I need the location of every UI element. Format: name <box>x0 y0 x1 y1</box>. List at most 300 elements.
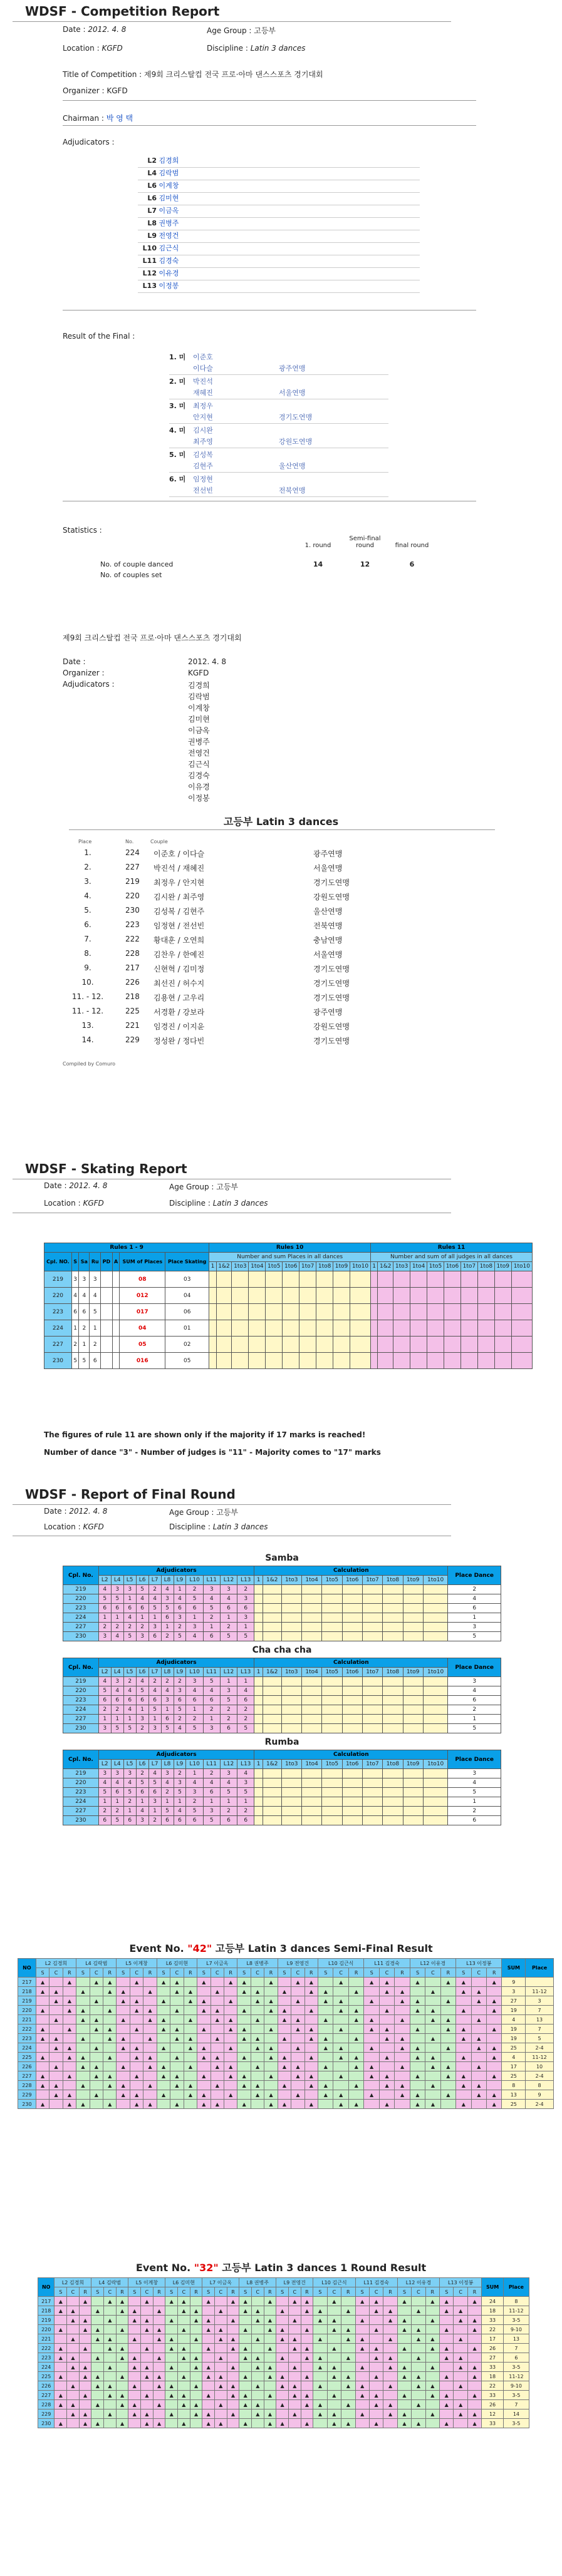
dance-col: C <box>178 2287 190 2297</box>
mark-cell: ▲ <box>211 2062 224 2071</box>
mark-cell: ▲ <box>157 1996 170 2006</box>
calc-cell <box>362 1778 382 1788</box>
calc-cell <box>281 1807 301 1816</box>
dance-place: 2 <box>79 1320 90 1337</box>
mark-cell: ▲ <box>91 2353 104 2363</box>
dance-col: C <box>215 2287 227 2297</box>
stat-cols <box>294 535 445 549</box>
calc-cell <box>322 1623 342 1632</box>
table-header-row <box>63 1668 501 1677</box>
dance-place: 1 <box>448 1797 501 1807</box>
mark-cell <box>456 2015 471 2024</box>
mark-cell: ▲ <box>425 2409 439 2419</box>
dance-place: 5 <box>90 1304 101 1320</box>
table-row <box>44 1288 533 1304</box>
dance-col: S <box>456 1968 471 1978</box>
mark-cell: ▲ <box>251 2034 264 2043</box>
judge-mark: 3 <box>123 1585 136 1594</box>
table-row <box>18 2034 554 2043</box>
round1-section <box>0 2260 562 2573</box>
mark-cell <box>184 2071 197 2081</box>
mark-cell: ▲ <box>471 1996 486 2006</box>
mark-cell <box>327 2400 341 2409</box>
sum-header: SUM <box>502 1959 526 1978</box>
column-header: A <box>112 1253 120 1271</box>
mark-cell: ▲ <box>440 2419 454 2428</box>
mark-cell <box>153 2363 165 2372</box>
mark-cell <box>467 2400 481 2409</box>
dance-place: 4 <box>448 1594 501 1604</box>
mark-cell: ▲ <box>291 2071 304 2081</box>
mark-cell: ▲ <box>425 2081 440 2090</box>
mark-cell: ▲ <box>348 2006 363 2015</box>
calc-cell <box>403 1604 423 1613</box>
summary-title: 제9회 크리스탈컵 전국 프로·아마 댄스스포츠 경기대회 <box>63 634 242 642</box>
mark-cell <box>410 2015 425 2024</box>
calc-cell <box>263 1594 281 1604</box>
judge-header: L7 <box>148 1760 161 1769</box>
judge-header: L12 <box>220 1576 237 1585</box>
mark-cell: ▲ <box>383 2306 397 2316</box>
rule11-cell <box>427 1304 444 1320</box>
mark-cell: ▲ <box>440 2353 454 2363</box>
sum-cell: 17 <box>482 2334 504 2344</box>
rule10-cell <box>232 1288 249 1304</box>
mark-cell <box>224 2081 237 2090</box>
mark-cell: ▲ <box>425 2062 440 2071</box>
mark-cell: ▲ <box>467 2409 481 2419</box>
mark-cell <box>141 2353 154 2363</box>
mark-cell: ▲ <box>301 2297 313 2306</box>
mark-cell: ▲ <box>291 2090 304 2100</box>
mark-cell <box>251 2071 264 2081</box>
table-row <box>38 2419 529 2428</box>
summary-adjudicator: 김경희 <box>188 681 210 690</box>
sum-places: 04 <box>120 1320 165 1337</box>
mark-cell: ▲ <box>197 2071 211 2081</box>
calc-cell <box>403 1632 423 1641</box>
mark-cell: ▲ <box>197 2053 211 2062</box>
judge-header: L2 김경희 <box>36 1959 76 1968</box>
calc-cell <box>383 1807 403 1816</box>
rule11-cell <box>427 1353 444 1369</box>
summary-row <box>63 906 439 920</box>
sum-cell: 8 <box>502 2081 526 2090</box>
calc-cell <box>281 1594 301 1604</box>
mark-cell <box>130 2015 143 2024</box>
calc-cell <box>403 1677 423 1686</box>
judge-mark: 5 <box>136 1778 148 1788</box>
calc-cell <box>403 1769 423 1778</box>
mark-cell: ▲ <box>288 2316 301 2325</box>
mark-cell <box>395 2100 410 2109</box>
calc-cell <box>254 1632 263 1641</box>
mark-cell: ▲ <box>467 2297 481 2306</box>
mark-cell <box>76 2071 90 2081</box>
calc-cell <box>423 1604 448 1613</box>
judge-mark: 5 <box>98 1686 111 1696</box>
judge-mark: 1 <box>136 1705 148 1715</box>
mark-cell: ▲ <box>239 2297 252 2306</box>
mark-cell: ▲ <box>143 2034 157 2043</box>
mark-cell: ▲ <box>36 2071 49 2081</box>
dance-place <box>112 1288 120 1304</box>
mark-cell: ▲ <box>364 2015 379 2024</box>
mark-cell: ▲ <box>153 2306 165 2316</box>
sum-cell: 4 <box>502 2053 526 2062</box>
round1-table <box>38 2277 529 2428</box>
calc-cell <box>383 1696 403 1705</box>
mark-cell: ▲ <box>379 2100 394 2109</box>
mark-cell: ▲ <box>304 2034 318 2043</box>
judge-mark: 4 <box>237 1686 254 1696</box>
judge-mark: 4 <box>186 1778 203 1788</box>
dance-col: S <box>239 2287 252 2297</box>
mark-cell: ▲ <box>369 2419 383 2428</box>
adjudicator-name: 전영건 <box>157 232 179 240</box>
couple-no: 220 <box>44 1288 72 1304</box>
mark-cell: ▲ <box>63 1978 76 1987</box>
mark-cell: ▲ <box>369 2344 383 2353</box>
calc-header: 1to4 <box>301 1760 321 1769</box>
statistics-label: Statistics : <box>63 526 102 535</box>
rule10-cell <box>209 1271 216 1288</box>
result-row <box>169 448 388 473</box>
judge-mark: 5 <box>136 1585 148 1594</box>
mark-cell: ▲ <box>410 2090 425 2100</box>
mark-cell: ▲ <box>348 2053 363 2062</box>
table-row <box>18 1978 554 1987</box>
mark-cell: ▲ <box>425 2334 439 2344</box>
mark-cell: ▲ <box>383 2381 397 2391</box>
mark-cell: ▲ <box>49 1996 63 2006</box>
mark-cell: ▲ <box>130 2024 143 2034</box>
judge-header: L5 <box>123 1760 136 1769</box>
mark-cell: ▲ <box>130 2100 143 2109</box>
summary-no: 225 <box>125 1007 140 1015</box>
mark-cell: ▲ <box>239 2400 252 2409</box>
place-col-header: 1to7 <box>299 1262 316 1271</box>
judge-mark: 1 <box>237 1623 254 1632</box>
rule10-cell <box>266 1288 283 1304</box>
dance-col: S <box>165 2287 178 2297</box>
place-col-header: 1to6 <box>283 1262 299 1271</box>
couple-no: 222 <box>18 2024 36 2034</box>
sum-cell: 33 <box>482 2363 504 2372</box>
calc-cell <box>281 1769 301 1778</box>
mark-cell <box>379 2015 394 2024</box>
summary-adjudicator: 김미현 <box>188 715 210 724</box>
skating-note-1: The figures of rule 11 are shown only if the majority if 17 marks is reached! <box>44 1430 366 1439</box>
rule11-cell <box>378 1271 393 1288</box>
dance-place: 2 <box>448 1807 501 1816</box>
mark-cell: ▲ <box>333 2024 348 2034</box>
date-label: Date : <box>44 1181 67 1190</box>
summary-no: 230 <box>125 906 140 915</box>
place-col-header: 1to4 <box>410 1262 427 1271</box>
sum-places: 05 <box>120 1337 165 1353</box>
judge-mark: 3 <box>136 1632 148 1641</box>
mark-cell <box>36 2062 49 2071</box>
summary-couple: 김용현 / 고우리 <box>154 993 205 1002</box>
cpl-no-header: Cpl. No. <box>63 1750 99 1769</box>
mark-cell: ▲ <box>288 2344 301 2353</box>
mark-cell: ▲ <box>178 2297 190 2306</box>
rule11-cell <box>494 1320 511 1337</box>
judge-mark: 1 <box>161 1797 174 1807</box>
mark-cell: ▲ <box>410 1978 425 1987</box>
judge-mark: 5 <box>186 1807 203 1816</box>
place-skating: 06 <box>165 1304 209 1320</box>
mark-cell <box>178 2409 190 2419</box>
rule10-cell <box>316 1271 333 1288</box>
summary-couple: 최정우 / 안지현 <box>154 878 205 887</box>
adjudicator-row <box>138 268 420 280</box>
dance-col: R <box>341 2287 355 2297</box>
summary-row <box>63 992 439 1007</box>
summary-place: 3. <box>84 877 91 886</box>
competition-report <box>0 0 562 601</box>
mark-cell: ▲ <box>304 2100 318 2109</box>
mark-cell: ▲ <box>178 2325 190 2334</box>
dance-col: C <box>67 2287 80 2297</box>
summary-place: 9. <box>84 963 91 972</box>
mark-cell <box>425 2419 439 2428</box>
calc-cell <box>423 1632 448 1641</box>
mark-cell: ▲ <box>215 2381 227 2391</box>
mark-cell: ▲ <box>364 1996 379 2006</box>
judge-mark: 6 <box>123 1696 136 1705</box>
couple-no: 227 <box>63 1623 99 1632</box>
result-partner-1: 김시완 <box>193 426 213 434</box>
dance-col: C <box>288 2287 301 2297</box>
mark-cell: ▲ <box>184 1996 197 2006</box>
judge-mark: 6 <box>136 1696 148 1705</box>
calc-header: 1to7 <box>362 1760 382 1769</box>
mark-cell <box>143 1996 157 2006</box>
judge-mark: 5 <box>203 1677 220 1686</box>
judge-mark: 2 <box>237 1807 254 1816</box>
place-col-header: 1 <box>371 1262 378 1271</box>
result-region: 광주연맹 <box>279 364 306 372</box>
mark-cell: ▲ <box>379 2081 394 2090</box>
judge-mark: 1 <box>186 1705 203 1715</box>
mark-cell: ▲ <box>49 2090 63 2100</box>
mark-cell <box>327 2306 341 2316</box>
calc-cell <box>301 1778 321 1788</box>
calc-cell <box>263 1632 281 1641</box>
judge-mark: 2 <box>136 1623 148 1632</box>
mark-cell <box>318 2006 333 2015</box>
mark-cell: ▲ <box>117 2081 130 2090</box>
mark-cell: ▲ <box>141 2419 154 2428</box>
mark-cell <box>90 2053 103 2062</box>
judge-mark: 2 <box>111 1623 123 1632</box>
judge-mark: 5 <box>98 1788 111 1797</box>
mark-cell: ▲ <box>471 2043 486 2053</box>
calc-cell <box>403 1623 423 1632</box>
mark-cell <box>197 2062 211 2071</box>
mark-cell <box>348 1996 363 2006</box>
mark-cell: ▲ <box>333 2053 348 2062</box>
summary-row <box>63 963 439 978</box>
mark-cell <box>141 2400 154 2409</box>
mark-cell <box>251 1978 264 1987</box>
dance-col: R <box>425 2287 439 2297</box>
mark-cell: ▲ <box>487 2043 502 2053</box>
calc-cell <box>301 1788 321 1797</box>
judge-mark: 6 <box>111 1696 123 1705</box>
mark-cell: ▲ <box>197 2043 211 2053</box>
calc-cell <box>383 1677 403 1686</box>
mark-cell <box>383 2419 397 2428</box>
calc-header: 1to9 <box>403 1576 423 1585</box>
mark-cell: ▲ <box>215 2419 227 2428</box>
rule11-cell <box>371 1337 378 1353</box>
judge-mark: 2 <box>148 1816 161 1825</box>
rule10-cell <box>232 1271 249 1288</box>
mark-cell: ▲ <box>237 2081 251 2090</box>
judge-mark: 6 <box>98 1696 111 1705</box>
mark-cell <box>487 2034 502 2043</box>
rule10-cell <box>299 1320 316 1337</box>
mark-cell: ▲ <box>128 2409 141 2419</box>
calc-cell <box>383 1594 403 1604</box>
mark-cell: ▲ <box>143 1987 157 1996</box>
divider <box>13 21 451 22</box>
mark-cell <box>63 2062 76 2071</box>
summary-no: 223 <box>125 920 140 929</box>
sum-cell: 18 <box>482 2306 504 2316</box>
judge-mark: 3 <box>174 1778 186 1788</box>
judge-mark: 3 <box>98 1724 111 1733</box>
calc-cell <box>342 1677 362 1686</box>
mark-cell: ▲ <box>63 2100 76 2109</box>
dance-col: C <box>425 1968 440 1978</box>
calc-header: 1to8 <box>383 1760 403 1769</box>
calc-header: 1to6 <box>342 1760 362 1769</box>
mark-cell: ▲ <box>117 2015 130 2024</box>
judge-header: L8 <box>161 1760 174 1769</box>
mark-cell <box>215 2316 227 2325</box>
mark-cell <box>90 2100 103 2109</box>
rule11-cell <box>444 1271 461 1288</box>
mark-cell: ▲ <box>215 2334 227 2344</box>
dance-col: S <box>364 1968 379 1978</box>
couple-no: 217 <box>38 2297 55 2306</box>
mark-cell <box>239 2409 252 2419</box>
summary-row <box>63 978 439 992</box>
rule10-cell <box>232 1304 249 1320</box>
rule11-cell <box>427 1337 444 1353</box>
table-row <box>63 1613 501 1623</box>
table-header-row <box>63 1760 501 1769</box>
mark-cell <box>471 1978 486 1987</box>
judge-header: L4 <box>111 1760 123 1769</box>
mark-cell: ▲ <box>301 2353 313 2363</box>
mark-cell: ▲ <box>153 2419 165 2428</box>
mark-cell: ▲ <box>379 1987 394 1996</box>
couple-no: 219 <box>63 1677 99 1686</box>
mark-cell: ▲ <box>224 2043 237 2053</box>
mark-cell: ▲ <box>197 2006 211 2015</box>
couple-no: 223 <box>38 2353 55 2363</box>
mark-cell: ▲ <box>397 2409 411 2419</box>
couple-no: 223 <box>63 1604 99 1613</box>
mark-cell: ▲ <box>157 2071 170 2081</box>
calc-cell <box>263 1623 281 1632</box>
calc-cell <box>342 1807 362 1816</box>
calc-cell <box>254 1705 263 1715</box>
judge-mark: 6 <box>148 1696 161 1705</box>
dance-place: 3 <box>71 1271 78 1288</box>
table-header-row <box>18 1959 554 1968</box>
mark-cell <box>202 2306 215 2316</box>
mark-cell: ▲ <box>103 2006 117 2015</box>
mark-cell: ▲ <box>63 2024 76 2034</box>
mark-cell: ▲ <box>178 2306 190 2316</box>
mark-cell: ▲ <box>237 2006 251 2015</box>
dance-place: 3 <box>90 1271 101 1288</box>
judge-mark: 5 <box>237 1788 254 1797</box>
mark-cell: ▲ <box>456 2100 471 2109</box>
mark-cell: ▲ <box>251 2090 264 2100</box>
couple-no: 227 <box>63 1715 99 1724</box>
judge-mark: 2 <box>203 1613 220 1623</box>
rule11-cell <box>410 1353 427 1369</box>
judge-mark: 3 <box>136 1816 148 1825</box>
calc-cell <box>342 1724 362 1733</box>
summary-rows <box>63 848 439 1050</box>
adjudicator-name: 권병주 <box>157 219 179 227</box>
mark-cell: ▲ <box>130 1996 143 2006</box>
rule11-cell <box>427 1288 444 1304</box>
place-cell: 3 <box>526 1996 554 2006</box>
rule10-cell <box>316 1353 333 1369</box>
mark-cell: ▲ <box>90 2043 103 2053</box>
mark-cell <box>143 2043 157 2053</box>
mark-cell: ▲ <box>239 2325 252 2334</box>
judge-mark: 1 <box>220 1677 237 1686</box>
place-skating: 03 <box>165 1271 209 1288</box>
mark-cell: ▲ <box>440 2090 455 2100</box>
dance-col: S <box>128 2287 141 2297</box>
mark-cell: ▲ <box>224 2090 237 2100</box>
judge-mark: 1 <box>123 1594 136 1604</box>
skating-report <box>0 1161 562 1468</box>
adjudicator-code: L10 <box>142 244 157 252</box>
mark-cell: ▲ <box>264 2325 276 2334</box>
adjudicator-code: L9 <box>147 232 157 240</box>
couple-no: 230 <box>63 1816 99 1825</box>
col-no: No. <box>125 839 134 844</box>
mark-cell <box>410 2062 425 2071</box>
couple-no: 218 <box>18 1987 36 1996</box>
place-cell: 14 <box>503 2409 529 2419</box>
summary-region: 강원도연맹 <box>313 1022 350 1031</box>
mark-cell: ▲ <box>454 2306 467 2316</box>
judge-mark: 1 <box>98 1613 111 1623</box>
mark-cell: ▲ <box>224 1996 237 2006</box>
mark-cell: ▲ <box>278 2006 291 2015</box>
mark-cell: ▲ <box>278 2034 291 2043</box>
rule10-cell <box>333 1353 350 1369</box>
judge-mark: 3 <box>98 1769 111 1778</box>
mark-cell: ▲ <box>76 1987 90 1996</box>
mark-cell <box>130 2081 143 2090</box>
dance-col: R <box>395 1968 410 1978</box>
mark-cell <box>425 1978 440 1987</box>
